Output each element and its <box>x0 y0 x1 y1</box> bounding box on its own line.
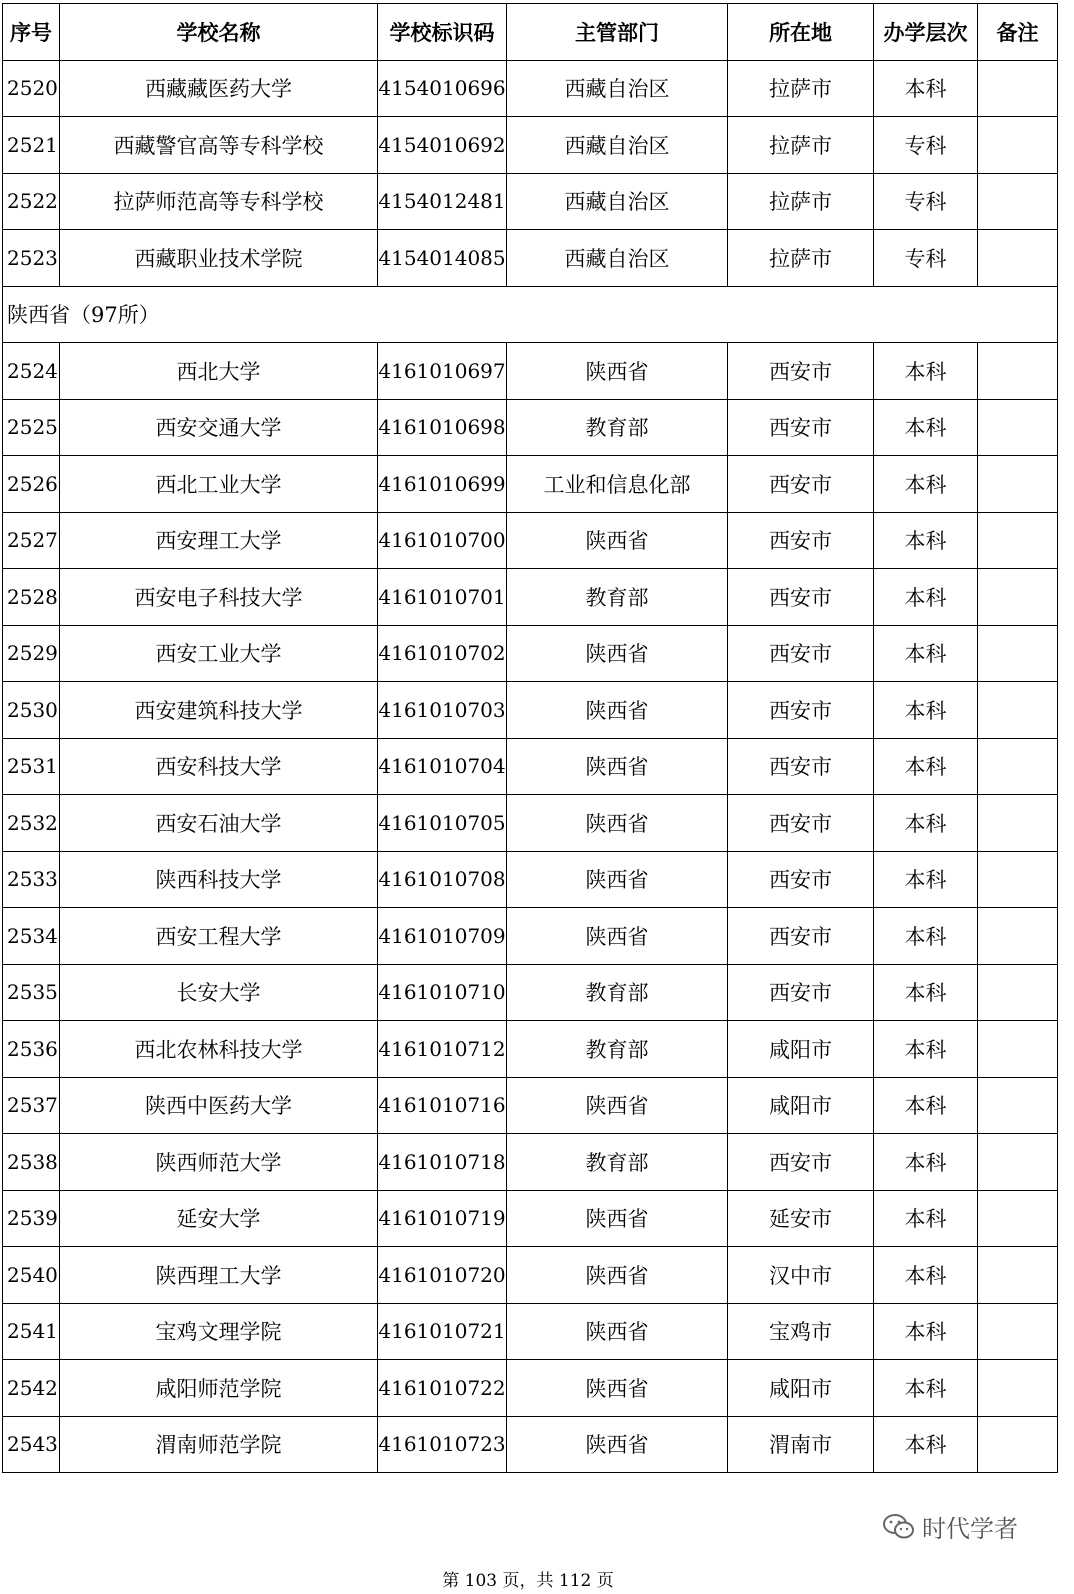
cell-department: 陕西省 <box>507 1360 728 1417</box>
cell-location: 西安市 <box>728 625 874 682</box>
cell-no: 2525 <box>3 399 60 456</box>
cell-department: 西藏自治区 <box>507 117 728 174</box>
table-row <box>3 1021 1058 1078</box>
cell-note <box>978 795 1058 852</box>
cell-school-name: 延安大学 <box>60 1190 378 1247</box>
cell-location: 咸阳市 <box>728 1021 874 1078</box>
cell-no: 2538 <box>3 1134 60 1191</box>
cell-level: 本科 <box>874 1021 978 1078</box>
cell-department: 陕西省 <box>507 1247 728 1304</box>
cell-no: 2534 <box>3 908 60 965</box>
cell-level: 本科 <box>874 512 978 569</box>
cell-school-name: 陕西师范大学 <box>60 1134 378 1191</box>
cell-school-code: 4161010704 <box>378 738 507 795</box>
table-row <box>3 512 1058 569</box>
cell-department: 陕西省 <box>507 512 728 569</box>
cell-no: 2523 <box>3 230 60 287</box>
cell-no: 2535 <box>3 964 60 1021</box>
cell-level: 本科 <box>874 1416 978 1473</box>
header-row <box>3 4 1058 61</box>
cell-school-code: 4161010705 <box>378 795 507 852</box>
cell-level: 本科 <box>874 795 978 852</box>
cell-department: 陕西省 <box>507 682 728 739</box>
col-header-code: 学校标识码 <box>378 4 507 61</box>
cell-school-name: 西安工程大学 <box>60 908 378 965</box>
cell-school-name: 宝鸡文理学院 <box>60 1303 378 1360</box>
cell-no: 2536 <box>3 1021 60 1078</box>
cell-department: 西藏自治区 <box>507 173 728 230</box>
table-row <box>3 1077 1058 1134</box>
cell-note <box>978 908 1058 965</box>
table-row <box>3 908 1058 965</box>
cell-note <box>978 1021 1058 1078</box>
cell-note <box>978 117 1058 174</box>
table-row <box>3 851 1058 908</box>
cell-school-code: 4154010696 <box>378 60 507 117</box>
cell-level: 本科 <box>874 60 978 117</box>
cell-school-name: 咸阳师范学院 <box>60 1360 378 1417</box>
cell-note <box>978 343 1058 400</box>
cell-school-name: 渭南师范学院 <box>60 1416 378 1473</box>
table-row <box>3 682 1058 739</box>
table-row <box>3 625 1058 682</box>
cell-level: 本科 <box>874 399 978 456</box>
watermark <box>878 1507 1022 1546</box>
cell-department: 陕西省 <box>507 851 728 908</box>
cell-school-name: 西安建筑科技大学 <box>60 682 378 739</box>
cell-school-code: 4161010718 <box>378 1134 507 1191</box>
cell-level: 本科 <box>874 1303 978 1360</box>
cell-location: 西安市 <box>728 908 874 965</box>
cell-note <box>978 851 1058 908</box>
cell-level: 本科 <box>874 625 978 682</box>
table-body-bottom <box>3 343 1058 1473</box>
col-header-note: 备注 <box>978 4 1058 61</box>
cell-no: 2540 <box>3 1247 60 1304</box>
cell-level: 本科 <box>874 1077 978 1134</box>
table-row <box>3 964 1058 1021</box>
cell-location: 西安市 <box>728 343 874 400</box>
cell-note <box>978 738 1058 795</box>
cell-note <box>978 173 1058 230</box>
cell-location: 拉萨市 <box>728 117 874 174</box>
cell-school-name: 陕西理工大学 <box>60 1247 378 1304</box>
table-row <box>3 1360 1058 1417</box>
cell-department: 教育部 <box>507 569 728 626</box>
cell-no: 2531 <box>3 738 60 795</box>
page-footer: 第 103 页，共 112 页 <box>442 1571 614 1591</box>
cell-location: 西安市 <box>728 399 874 456</box>
cell-school-name: 西安电子科技大学 <box>60 569 378 626</box>
school-list-table <box>2 3 1058 1473</box>
cell-note <box>978 230 1058 287</box>
cell-note <box>978 1247 1058 1304</box>
cell-note <box>978 625 1058 682</box>
cell-level: 本科 <box>874 682 978 739</box>
cell-school-code: 4154014085 <box>378 230 507 287</box>
cell-school-code: 4161010703 <box>378 682 507 739</box>
cell-school-name: 拉萨师范高等专科学校 <box>60 173 378 230</box>
cell-note <box>978 1303 1058 1360</box>
cell-note <box>978 682 1058 739</box>
cell-department: 陕西省 <box>507 1303 728 1360</box>
table-row <box>3 343 1058 400</box>
cell-level: 本科 <box>874 569 978 626</box>
cell-no: 2528 <box>3 569 60 626</box>
cell-school-name: 西藏职业技术学院 <box>60 230 378 287</box>
cell-note <box>978 964 1058 1021</box>
cell-school-code: 4161010698 <box>378 399 507 456</box>
cell-level: 本科 <box>874 1360 978 1417</box>
cell-department: 西藏自治区 <box>507 60 728 117</box>
cell-school-code: 4161010719 <box>378 1190 507 1247</box>
cell-note <box>978 1190 1058 1247</box>
cell-no: 2521 <box>3 117 60 174</box>
cell-location: 宝鸡市 <box>728 1303 874 1360</box>
cell-location: 西安市 <box>728 851 874 908</box>
cell-level: 本科 <box>874 738 978 795</box>
cell-note <box>978 1077 1058 1134</box>
col-header-location: 所在地 <box>728 4 874 61</box>
cell-department: 西藏自治区 <box>507 230 728 287</box>
cell-no: 2526 <box>3 456 60 513</box>
table-row <box>3 230 1058 287</box>
table-row <box>3 795 1058 852</box>
col-header-level: 办学层次 <box>874 4 978 61</box>
cell-no: 2529 <box>3 625 60 682</box>
cell-location: 西安市 <box>728 512 874 569</box>
cell-no: 2520 <box>3 60 60 117</box>
cell-note <box>978 569 1058 626</box>
cell-department: 陕西省 <box>507 1190 728 1247</box>
cell-school-code: 4161010723 <box>378 1416 507 1473</box>
cell-school-code: 4161010710 <box>378 964 507 1021</box>
cell-school-code: 4161010720 <box>378 1247 507 1304</box>
cell-school-name: 西安科技大学 <box>60 738 378 795</box>
cell-note <box>978 1134 1058 1191</box>
section-body <box>3 286 1058 343</box>
cell-location: 西安市 <box>728 795 874 852</box>
table-row <box>3 1247 1058 1304</box>
cell-school-code: 4161010708 <box>378 851 507 908</box>
cell-school-code: 4161010716 <box>378 1077 507 1134</box>
table-row <box>3 1303 1058 1360</box>
cell-department: 教育部 <box>507 399 728 456</box>
table-row <box>3 60 1058 117</box>
cell-location: 西安市 <box>728 1134 874 1191</box>
cell-location: 西安市 <box>728 682 874 739</box>
cell-level: 本科 <box>874 964 978 1021</box>
cell-location: 咸阳市 <box>728 1077 874 1134</box>
cell-department: 陕西省 <box>507 908 728 965</box>
cell-school-code: 4161010709 <box>378 908 507 965</box>
cell-school-name: 西安工业大学 <box>60 625 378 682</box>
cell-school-name: 西藏警官高等专科学校 <box>60 117 378 174</box>
cell-level: 本科 <box>874 851 978 908</box>
cell-school-name: 西北大学 <box>60 343 378 400</box>
cell-department: 教育部 <box>507 1021 728 1078</box>
cell-no: 2533 <box>3 851 60 908</box>
col-header-dept: 主管部门 <box>507 4 728 61</box>
cell-note <box>978 60 1058 117</box>
cell-department: 陕西省 <box>507 343 728 400</box>
cell-school-code: 4161010700 <box>378 512 507 569</box>
cell-no: 2539 <box>3 1190 60 1247</box>
cell-department: 陕西省 <box>507 738 728 795</box>
cell-school-name: 西北工业大学 <box>60 456 378 513</box>
table-row <box>3 738 1058 795</box>
cell-school-code: 4161010721 <box>378 1303 507 1360</box>
cell-department: 陕西省 <box>507 625 728 682</box>
cell-school-code: 4161010697 <box>378 343 507 400</box>
cell-department: 教育部 <box>507 964 728 1021</box>
cell-level: 专科 <box>874 117 978 174</box>
cell-no: 2530 <box>3 682 60 739</box>
cell-school-code: 4161010722 <box>378 1360 507 1417</box>
cell-level: 本科 <box>874 456 978 513</box>
cell-no: 2541 <box>3 1303 60 1360</box>
cell-school-name: 陕西科技大学 <box>60 851 378 908</box>
cell-level: 本科 <box>874 1190 978 1247</box>
cell-school-name: 西安石油大学 <box>60 795 378 852</box>
cell-location: 西安市 <box>728 456 874 513</box>
table-row <box>3 1416 1058 1473</box>
cell-level: 本科 <box>874 1134 978 1191</box>
cell-location: 咸阳市 <box>728 1360 874 1417</box>
cell-school-code: 4161010699 <box>378 456 507 513</box>
section-label-shaanxi: 陕西省（97所） <box>3 286 1058 343</box>
cell-no: 2537 <box>3 1077 60 1134</box>
cell-location: 汉中市 <box>728 1247 874 1304</box>
cell-note <box>978 1416 1058 1473</box>
table-row <box>3 399 1058 456</box>
cell-school-code: 4161010702 <box>378 625 507 682</box>
cell-school-name: 西安交通大学 <box>60 399 378 456</box>
cell-level: 本科 <box>874 343 978 400</box>
cell-level: 专科 <box>874 173 978 230</box>
table-row <box>3 117 1058 174</box>
cell-note <box>978 512 1058 569</box>
cell-no: 2527 <box>3 512 60 569</box>
watermark-text: 时代学者 <box>922 1515 1018 1543</box>
cell-note <box>978 456 1058 513</box>
wechat-icon <box>882 1513 916 1541</box>
cell-location: 拉萨市 <box>728 173 874 230</box>
cell-school-name: 西安理工大学 <box>60 512 378 569</box>
cell-location: 西安市 <box>728 738 874 795</box>
table-row <box>3 569 1058 626</box>
table-row <box>3 1134 1058 1191</box>
cell-department: 工业和信息化部 <box>507 456 728 513</box>
cell-school-code: 4161010701 <box>378 569 507 626</box>
cell-school-name: 西北农林科技大学 <box>60 1021 378 1078</box>
cell-school-name: 陕西中医药大学 <box>60 1077 378 1134</box>
cell-no: 2532 <box>3 795 60 852</box>
cell-location: 延安市 <box>728 1190 874 1247</box>
table-row <box>3 1190 1058 1247</box>
table-row <box>3 173 1058 230</box>
cell-level: 专科 <box>874 230 978 287</box>
cell-location: 拉萨市 <box>728 60 874 117</box>
table-body-top <box>3 60 1058 286</box>
cell-level: 本科 <box>874 1247 978 1304</box>
cell-no: 2543 <box>3 1416 60 1473</box>
cell-school-name: 长安大学 <box>60 964 378 1021</box>
cell-school-code: 4154010692 <box>378 117 507 174</box>
cell-school-name: 西藏藏医药大学 <box>60 60 378 117</box>
cell-department: 教育部 <box>507 1134 728 1191</box>
cell-note <box>978 399 1058 456</box>
col-header-no: 序号 <box>3 4 60 61</box>
cell-location: 渭南市 <box>728 1416 874 1473</box>
table-row <box>3 456 1058 513</box>
cell-department: 陕西省 <box>507 795 728 852</box>
section-row <box>3 286 1058 343</box>
cell-department: 陕西省 <box>507 1416 728 1473</box>
cell-no: 2522 <box>3 173 60 230</box>
cell-location: 西安市 <box>728 569 874 626</box>
cell-location: 西安市 <box>728 964 874 1021</box>
col-header-name: 学校名称 <box>60 4 378 61</box>
cell-level: 本科 <box>874 908 978 965</box>
cell-no: 2524 <box>3 343 60 400</box>
cell-no: 2542 <box>3 1360 60 1417</box>
cell-school-code: 4161010712 <box>378 1021 507 1078</box>
cell-location: 拉萨市 <box>728 230 874 287</box>
cell-department: 陕西省 <box>507 1077 728 1134</box>
cell-note <box>978 1360 1058 1417</box>
cell-school-code: 4154012481 <box>378 173 507 230</box>
